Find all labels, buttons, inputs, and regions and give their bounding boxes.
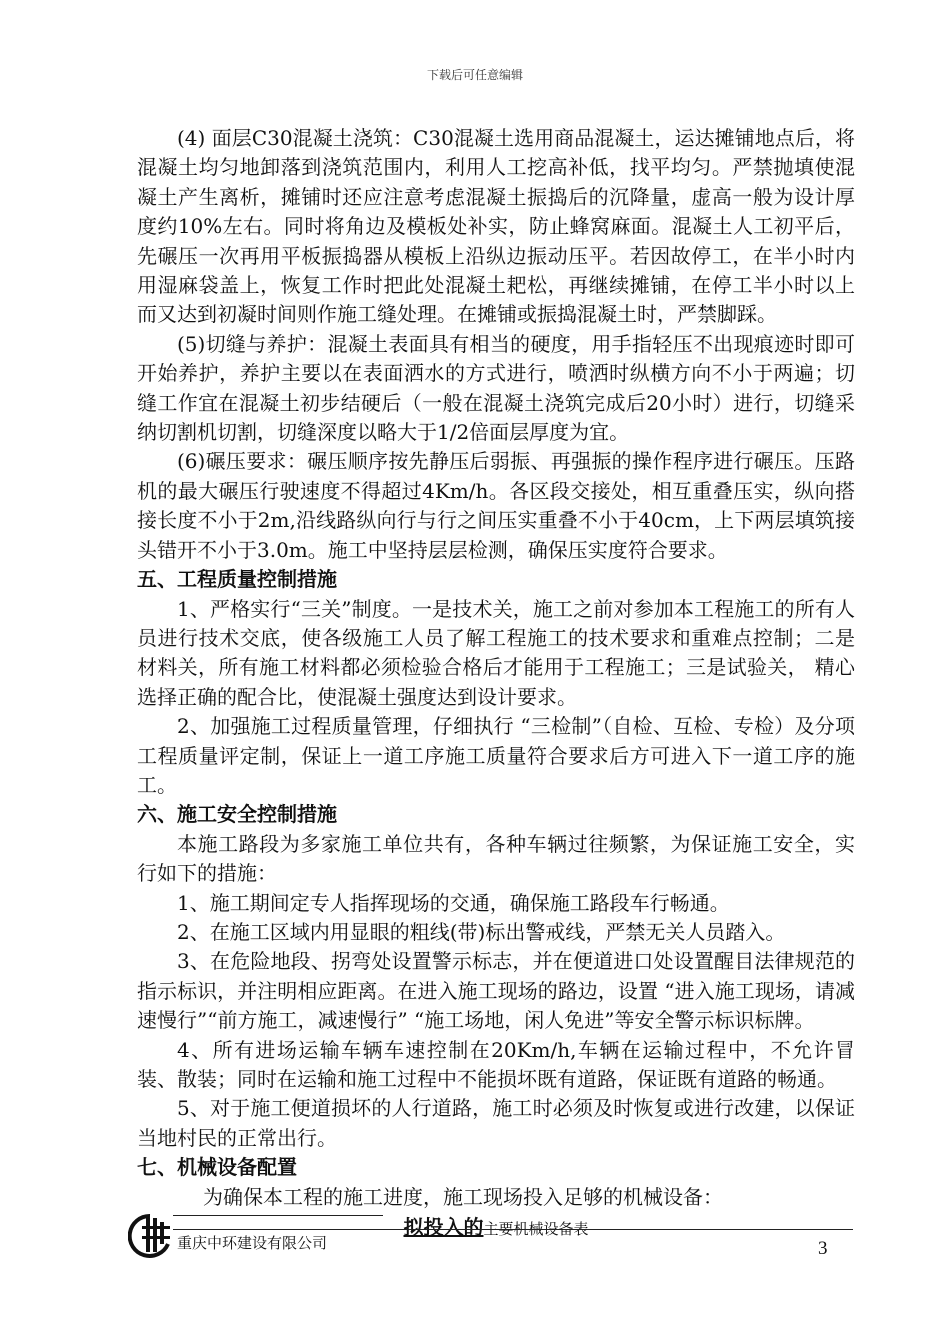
safety-item-4: 4、所有进场运输车辆车速控制在20Km/h,车辆在运输过程中，不允许冒装、散装；同时在运输和施工过程中不能损坏既有道路，保证既有道路的畅通。	[137, 1037, 855, 1091]
document-body	[137, 124, 855, 1244]
header-note: 下载后可任意编辑	[426, 68, 523, 82]
safety-item-1: 1、施工期间定专人指挥现场的交通，确保施工路段车行畅通。	[177, 890, 730, 915]
equipment-intro: 为确保本工程的施工进度，施工现场投入足够的机械设备：	[203, 1184, 723, 1209]
section-heading-quality: 五、工程质量控制措施	[137, 567, 337, 592]
paragraph-compaction: (6)碾压要求：碾压顺序按先静压后弱振、再强振的操作程序进行碾压。压路机的最大碾压行驶速度不得超过4Km/h。各区段交接处，相互重叠压实，纵向搭接长度不小于2m,沿线路纵向行与行之间压实重叠不小于40cm，上下两层填筑接头错开不小于3.0m。施工中坚持层层检测，确保压实度符合要求。	[137, 449, 855, 562]
footer-company-name: 重庆中环建设有限公司	[177, 1234, 328, 1252]
safety-item-5: 5、对于施工便道损坏的人行道路，施工时必须及时恢复或进行改建，以保证当地村民的正常出行。	[137, 1096, 855, 1150]
safety-item-3: 3、在危险地段、拐弯处设置警示标志，并在便道进口处设置醒目法律规范的指示标识，并注明相应距离。在进入施工现场的路边，设置 “进入施工现场，请减速慢行”“前方施工，减速慢行” “施工场地，闲人免进”等安全警示标识标牌。	[137, 949, 855, 1033]
footer-divider	[173, 1229, 853, 1230]
paragraph-surface-pouring: (4) 面层C30混凝土浇筑：C30混凝土选用商品混凝土，运达摊铺地点后，将混凝土均匀地卸落到浇筑范围内，利用人工挖高补低，找平均匀。严禁抛填使混凝土产生离析，摊铺时还应注意考虑混凝土振捣后的沉降量，虚高一般为设计厚度约10%左右。同时将角边及模板处补实，防止蜂窝麻面。混凝土人工初平后，先碾压一次再用平板振捣器从模板上沿纵边振动压平。若因故停工，在半小时内用湿麻袋盖上，恢复工作时把此处混凝土耙松，再继续摊铺，在停工半小时以上而又达到初凝时间则作施工缝处理。在摊铺或振捣混凝土时，严禁脚踩。	[137, 126, 855, 327]
page-number: 3	[818, 1238, 828, 1259]
quality-item-2: 2、加强施工过程质量管理，仔细执行 “三检制”（自检、互检、专检）及分项工程质量评定制，保证上一道工序施工质量符合要求后方可进入下一道工序的施工。	[137, 714, 855, 797]
table-title-bold: 拟投入的	[403, 1215, 484, 1240]
title-underline	[173, 1215, 383, 1216]
section-heading-safety: 六、施工安全控制措施	[137, 802, 337, 827]
paragraph-cutting-curing: (5)切缝与养护：混凝土表面具有相当的硬度，用手指轻压不出现痕迹时即可开始养护，养护主要以在表面洒水的方式进行，喷洒时纵横方向不小于两遍；切缝工作宜在混凝土初步结硬后（一般在混凝土浇筑完成后20小时）进行，切缝采纳切割机切割，切缝深度以略大于1/2倍面层厚度为宜。	[137, 331, 855, 445]
company-logo-icon	[128, 1212, 174, 1262]
safety-item-2: 2、在施工区域内用显眼的粗线(带)标出警戒线，严禁无关人员踏入。	[177, 919, 786, 944]
table-title-rest: 主要机械设备表	[483, 1220, 589, 1239]
safety-intro: 本施工路段为多家施工单位共有，各种车辆过往频繁，为保证施工安全，实行如下的措施：	[137, 831, 855, 886]
section-heading-equipment: 七、机械设备配置	[137, 1155, 297, 1180]
quality-item-1: 1、严格实行“三关”制度。一是技术关，施工之前对参加本工程施工的所有人员进行技术交底，使各级施工人员了解工程施工的技术要求和重难点控制；二是材料关，所有施工材料都必须检验合格后才能用于工程施工；三是试验关， 精心选择正确的配合比，使混凝土强度达到设计要求。	[137, 596, 855, 709]
